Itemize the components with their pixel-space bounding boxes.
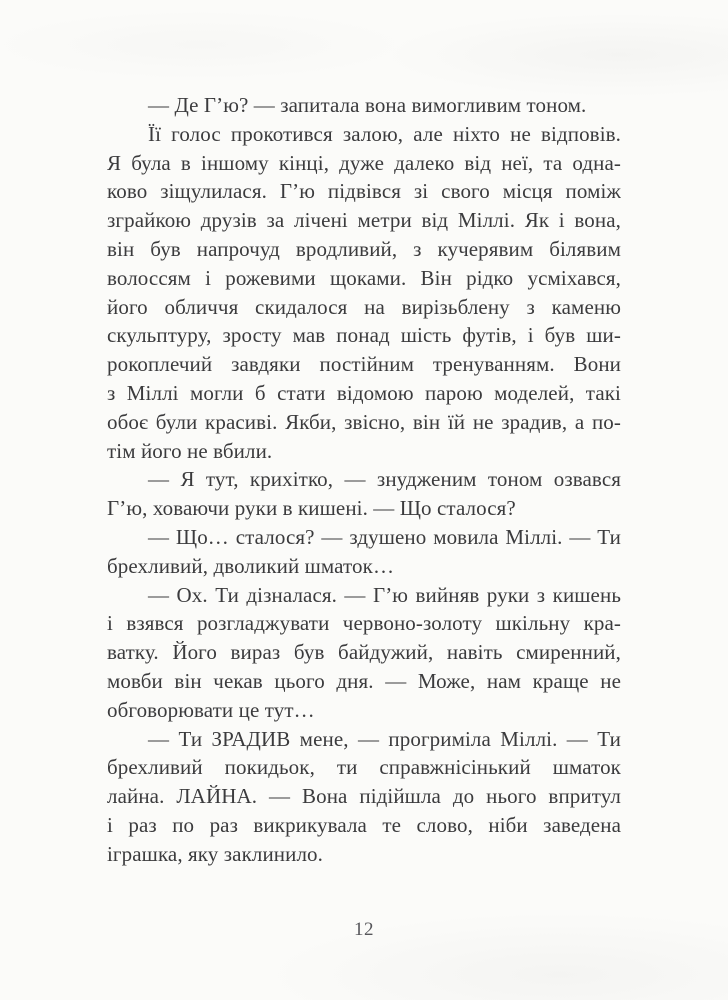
text-line: його обличчя скидалося на вирізьблену з каменю: [107, 294, 621, 319]
text-line: тім його не вбили.: [107, 438, 273, 463]
paragraph: [107, 523, 621, 581]
text-line: лайна. ЛАЙНА. — Вона підійшла до нього впритул: [107, 784, 621, 809]
paragraph: [107, 120, 621, 466]
text-line: — Що… сталося? — здушено мовила Міллі. — Ти: [148, 524, 621, 549]
paragraph: [107, 465, 621, 523]
text-line: волоссям і рожевими щоками. Він рідко усміхався,: [107, 265, 621, 290]
text-line: мовби він чекав цього дня. — Може, нам краще не: [107, 668, 621, 693]
text-line: і взявся розгладжувати червоно-золоту шкільну кра-: [107, 611, 621, 636]
text-line: скульптуру, зросту мав понад шість футів, і був ши-: [107, 323, 621, 348]
text-line: ватку. Його вираз був байдужий, навіть смиренний,: [107, 640, 621, 665]
text-line: брехливий, дволикий шматок…: [107, 553, 395, 578]
text-line: Г’ю, ховаючи руки в кишені. — Що сталося?: [107, 496, 516, 521]
text-block: [107, 91, 621, 869]
text-line: Її голос прокотився залою, але ніхто не відповів.: [148, 121, 621, 146]
paragraph: [107, 725, 621, 869]
text-line: Я була в іншому кінці, дуже далеко від неї, та одна-: [107, 150, 621, 175]
page-number: 12: [354, 919, 374, 940]
text-line: з Міллі могли б стати відомою парою моделей, такі: [107, 380, 621, 405]
text-line: ково зіщулилася. Г’ю підвівся зі свого місця поміж: [107, 179, 621, 204]
text-line: рокоплечий завдяки постійним тренуванням. Вони: [107, 352, 621, 377]
text-line: — Я тут, крихітко, — знудженим тоном озвався: [148, 467, 621, 492]
text-line: іграшка, яку заклинило.: [107, 841, 324, 866]
text-line: — Ти ЗРАДИВ мене, — прогриміла Міллі. — Ти: [148, 726, 621, 751]
text-line: — Ох. Ти дізналася. — Г’ю вийняв руки з кишень: [148, 582, 621, 607]
text-line: зграйкою друзів за лічені метри від Міллі. Як і вона,: [107, 208, 621, 233]
paragraph: [107, 581, 621, 725]
text-line: обоє були красиві. Якби, звісно, він їй не зрадив, а по-: [107, 409, 621, 434]
text-line: брехливий покидьок, ти справжнісінький шматок: [107, 755, 621, 780]
text-line: — Де Г’ю? — запитала вона вимогливим тоном.: [148, 93, 587, 117]
text-line: обговорювати це тут…: [107, 697, 315, 722]
paragraph: [107, 91, 621, 120]
text-line: він був напрочуд вродливий, з кучерявим білявим: [107, 236, 621, 261]
text-line: і раз по раз викрикувала те слово, ніби заведена: [107, 812, 621, 837]
